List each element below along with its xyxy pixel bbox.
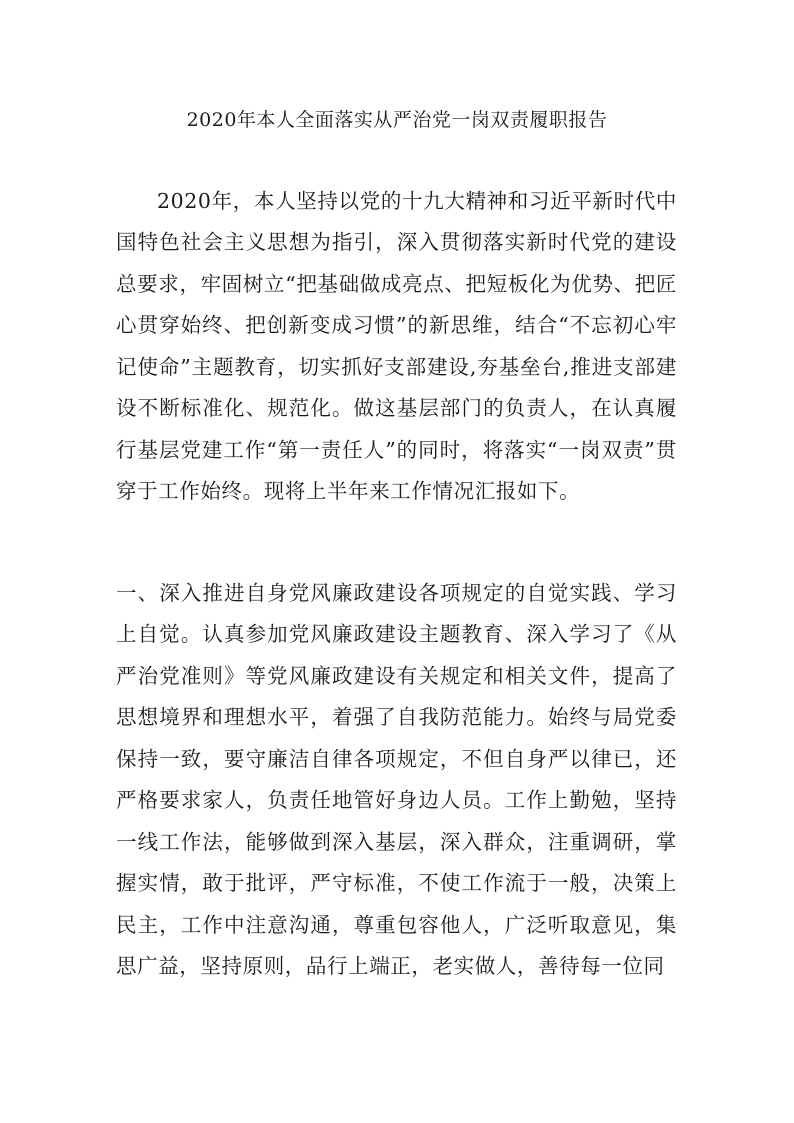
paragraph-intro: 2020年，本人坚持以党的十九大精神和习近平新时代中国特色社会主义思想为指引，深入贯彻落实新时代党的建设总要求，牢固树立“把基础做成亮点、把短板化为优势、把匠心贯穿始终、把创新变成习惯”的新思维，结合“不忘初心牢记使命”主题教育，切实抓好支部建设,夯基垒台,推进支部建设不断标准化、规范化。做这基层部门的负责人，在认真履行基层党建工作“第一责任人”的同时，将落实“一岗双责”贯穿于工作始终。现将上半年来工作情况汇报如下。 (116, 188, 677, 503)
paragraph-section-one: 一、深入推进自身党风廉政建设各项规定的自觉实践、学习上自觉。认真参加党风廉政建设主题教育、深入学习了《从严治党准则》等党风廉政建设有关规定和相关文件，提高了思想境界和理想水平，着强了自我防范能力。始终与局党委保持一致，要守廉洁自律各项规定，不但自身严以律已，还严格要求家人，负责任地管好身边人员。工作上勤勉，坚持一线工作法，能够做到深入基层，深入群众，注重调研，掌握实情，敢于批评，严守标准，不使工作流于一般，决策上民主，工作中注意沟通，尊重包容他人，广泛听取意见，集思广益，坚持原则，品行上端正，老实做人，善待每一位同 (116, 580, 677, 978)
document-title: 2020年本人全面落实从严治党一岗双责履职报告 (186, 109, 608, 131)
